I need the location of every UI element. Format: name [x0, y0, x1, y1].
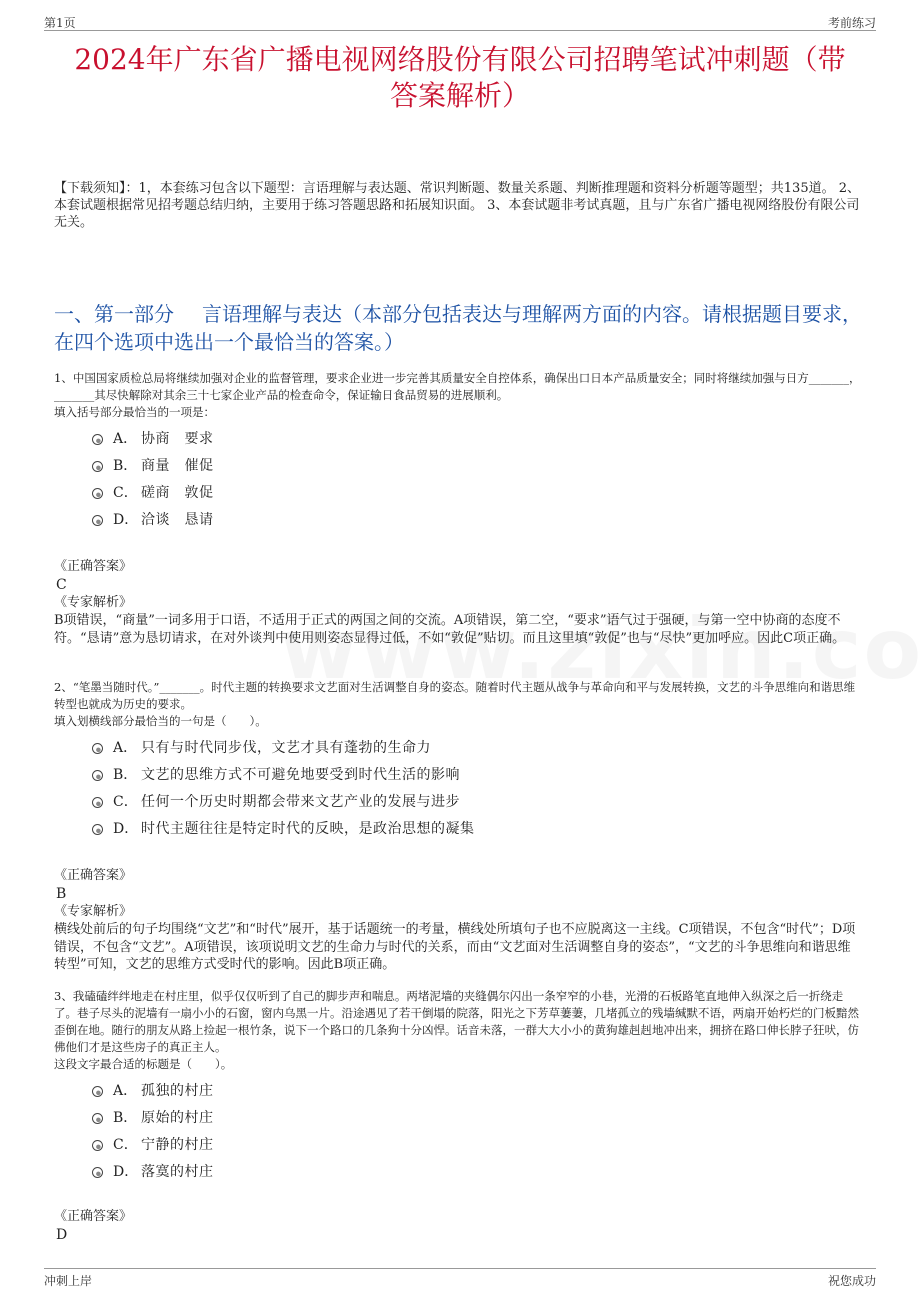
radio-icon[interactable]	[92, 824, 103, 835]
option-c[interactable]: C． 宁静的村庄	[92, 1130, 862, 1157]
option-d[interactable]: D． 洽谈 恳请	[92, 505, 862, 532]
option-b[interactable]: B． 商量 催促	[92, 451, 862, 478]
explanation: B项错误，“商量”一词多用于口语，不适用于正式的两国之间的交流。A项错误，第二空，“要求”语气过于强硬，与第一空中协商的态度不符。“恳请”意为恳切请求，在对外谈判中使用则姿态显得过低，不如“敦促”贴切。而且这里填“敦促”也与“尽快”更加呼应。因此C项正确。	[54, 613, 846, 646]
question-stem: 1、中国国家质检总局将继续加强对企业的监督管理，要求企业进一步完善其质量安全自控体系，确保出口日本产品质量安全；同时将继续加强与日方_______，_______其尽快解除对其余三十七家企业产品的检查命令，保证输日食品贸易的进展顺利。	[54, 371, 861, 402]
title-line-1: 2024年广东省广播电视网络股份有限公司招聘笔试冲刺题（带	[74, 43, 846, 76]
download-notice: 【下载须知】：1，本套练习包含以下题型：言语理解与表达题、常识判断题、数量关系题、判断推理题和资料分析题等题型；共135道。 2、本套试题根据常见招考题总结归纳，主要用于练习答题思路和拓展知识面。 3、本套试题非考试真题，且与广东省广播电视网络股份有限公司无关。	[54, 181, 860, 230]
option-c[interactable]: C． 磋商 敦促	[92, 478, 862, 505]
explain-label: 《专家解析》	[54, 595, 133, 610]
radio-icon[interactable]	[92, 488, 103, 499]
header-divider	[44, 30, 876, 31]
title-line-2: 答案解析）	[389, 79, 530, 112]
page-number: 第1页	[44, 16, 76, 30]
radio-icon[interactable]	[92, 461, 103, 472]
question-stem: 3、我磕磕绊绊地走在村庄里，似乎仅仅听到了自己的脚步声和喘息。两堵泥墙的夹缝偶尔闪出一条窄窄的小巷，光滑的石板路笔直地伸入纵深之后一折绕走了。巷子尽头的泥墙有一扇小小的石窗，窗内乌黑一片。沿途遇见了若干倒塌的院落，阳光之下芳草萋萋，几堵孤立的残墙缄默不语，两扇开始朽烂的门板黯然歪倒在地。随行的朋友从路上捡起一根竹条，说下一个路口的几条狗十分凶悍。话音未落，一群大大小小的黄狗雄赳赳地冲出来，拥挤在路口伸长脖子狂吠，仿佛他们才是这些房子的真正主人。	[54, 989, 859, 1054]
header-tag: 考前练习	[827, 16, 876, 30]
radio-icon[interactable]	[92, 1140, 103, 1151]
radio-icon[interactable]	[92, 1113, 103, 1124]
radio-icon[interactable]	[92, 797, 103, 808]
options-list	[92, 733, 862, 841]
section-number: 一、第一部分	[54, 302, 174, 326]
radio-icon[interactable]	[92, 770, 103, 781]
radio-icon[interactable]	[92, 434, 103, 445]
question-3	[54, 988, 862, 1244]
radio-icon[interactable]	[92, 515, 103, 526]
answer-value: D	[56, 1227, 68, 1243]
question-2	[54, 679, 862, 974]
answer-label: 《正确答案》	[54, 1209, 133, 1224]
option-d[interactable]: D． 时代主题往往是特定时代的反映，是政治思想的凝集	[92, 814, 862, 841]
radio-icon[interactable]	[92, 1167, 103, 1178]
document-title	[50, 42, 870, 114]
footer-right: 祝您成功	[827, 1274, 876, 1288]
answer-label: 《正确答案》	[54, 868, 133, 883]
question-prompt: 填入划横线部分最恰当的一句是（ ）。	[54, 714, 267, 728]
section-text: 言语理解与表达（本部分包括表达与理解两方面的内容。请根据题目要求，在四个选项中选出一个最恰当的答案。）	[54, 302, 862, 354]
radio-icon[interactable]	[92, 1086, 103, 1097]
option-b[interactable]: B． 文艺的思维方式不可避免地要受到时代生活的影响	[92, 760, 862, 787]
page-header	[44, 10, 876, 32]
option-a[interactable]: A． 孤独的村庄	[92, 1076, 862, 1103]
options-list	[92, 424, 862, 532]
question-stem: 2、“笔墨当随时代。”_______。时代主题的转换要求文艺面对生活调整自身的姿态。随着时代主题从战争与革命向和平与发展转换，文艺的斗争思维向和谐思维转型也就成为历史的要求。	[54, 680, 856, 711]
footer-left: 冲刺上岸	[44, 1274, 93, 1288]
option-a[interactable]: A． 协商 要求	[92, 424, 862, 451]
section-heading	[54, 300, 864, 356]
radio-icon[interactable]	[92, 743, 103, 754]
options-list	[92, 1076, 862, 1184]
question-1	[54, 370, 862, 647]
explanation: 横线处前后的句子均围绕“文艺”和“时代”展开，基于话题统一的考量，横线处所填句子也不应脱离这一主线。C项错误，不包含“时代”；D项错误，不包含“文艺”。A项错误，该项说明文艺的生命力与时代的关系，而由“文艺面对生活调整自身的姿态”，“文艺的斗争思维向和谐思维转型”可知，文艺的思维方式受时代的影响。因此B项正确。	[54, 922, 856, 972]
answer-label: 《正确答案》	[54, 559, 133, 574]
option-d[interactable]: D． 落寞的村庄	[92, 1157, 862, 1184]
answer-value: B	[56, 886, 67, 902]
answer-value: C	[56, 577, 67, 593]
explain-label: 《专家解析》	[54, 904, 133, 919]
option-b[interactable]: B． 原始的村庄	[92, 1103, 862, 1130]
footer-divider	[44, 1268, 876, 1269]
option-a[interactable]: A． 只有与时代同步伐，文艺才具有蓬勃的生命力	[92, 733, 862, 760]
question-prompt: 这段文字最合适的标题是（ ）。	[54, 1057, 233, 1071]
question-prompt: 填入括号部分最恰当的一项是：	[54, 405, 215, 419]
option-c[interactable]: C． 任何一个历史时期都会带来文艺产业的发展与进步	[92, 787, 862, 814]
